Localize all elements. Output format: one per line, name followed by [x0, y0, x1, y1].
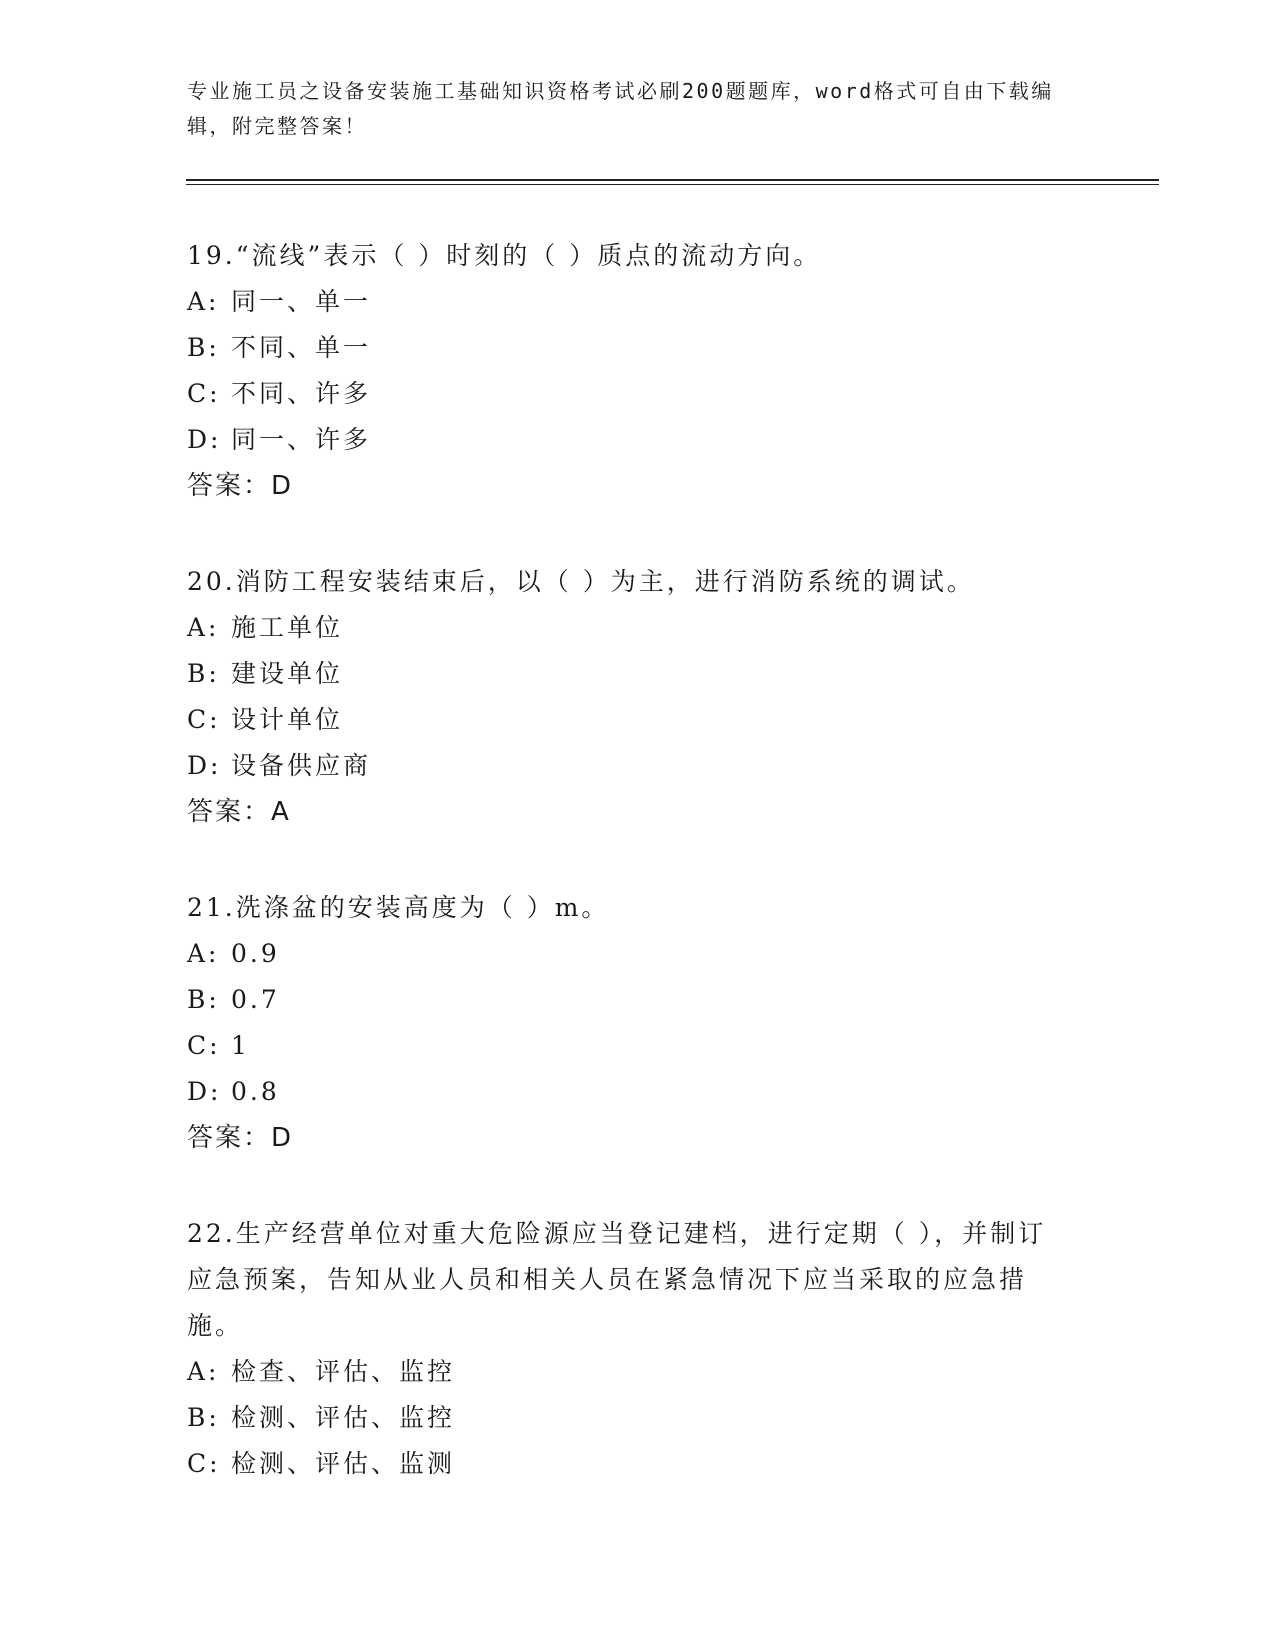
- option-letter: C:: [187, 379, 221, 408]
- option-b: [187, 325, 1067, 371]
- header-divider-top: [186, 179, 1159, 181]
- question-stem: 19.“流线”表示（ ）时刻的（ ）质点的流动方向。: [187, 241, 822, 270]
- option-b: [187, 977, 1067, 1023]
- option-c: [187, 371, 1067, 417]
- option-c: [187, 1023, 1067, 1069]
- option-b: [187, 1395, 1067, 1441]
- option-letter: A:: [187, 287, 220, 316]
- option-text: 0.7: [231, 985, 280, 1014]
- document-header: [187, 74, 1087, 144]
- option-letter: A:: [187, 1357, 220, 1386]
- option-letter: B:: [187, 333, 220, 362]
- option-a: [187, 1349, 1067, 1395]
- option-d: [187, 1069, 1067, 1115]
- option-text: 施工单位: [231, 613, 344, 642]
- question-20: [187, 559, 1067, 835]
- option-text: 检测、评估、监控: [231, 1403, 456, 1432]
- question-answer: 答案：D: [187, 471, 294, 501]
- question-answer: 答案：D: [187, 1123, 294, 1153]
- option-letter: C:: [187, 1031, 221, 1060]
- option-text: 检查、评估、监控: [231, 1357, 456, 1386]
- question-21: [187, 885, 1067, 1161]
- option-d: [187, 743, 1067, 789]
- option-d: [187, 417, 1067, 463]
- option-text: 同一、许多: [231, 425, 372, 454]
- header-divider-bottom: [186, 184, 1159, 185]
- question-22: [187, 1211, 1067, 1487]
- option-letter: D:: [187, 1077, 222, 1106]
- option-text: 设备供应商: [231, 751, 372, 780]
- option-letter: B:: [187, 659, 220, 688]
- option-text: 0.9: [231, 939, 280, 968]
- option-text: 检测、评估、监测: [231, 1449, 456, 1478]
- option-text: 同一、单一: [231, 287, 372, 316]
- option-text: 设计单位: [231, 705, 344, 734]
- question-list: [187, 233, 1067, 1537]
- question-19: [187, 233, 1067, 509]
- option-c: [187, 1441, 1067, 1487]
- option-letter: D:: [187, 751, 222, 780]
- option-text: 不同、许多: [231, 379, 372, 408]
- option-letter: C:: [187, 705, 221, 734]
- question-stem: 21.洗涤盆的安装高度为（ ）m。: [187, 893, 610, 922]
- option-a: [187, 605, 1067, 651]
- option-a: [187, 931, 1067, 977]
- option-text: 1: [231, 1031, 250, 1060]
- option-letter: A:: [187, 939, 220, 968]
- option-text: 0.8: [231, 1077, 280, 1106]
- option-letter: A:: [187, 613, 220, 642]
- option-letter: C:: [187, 1449, 221, 1478]
- option-a: [187, 279, 1067, 325]
- question-stem: 22.生产经营单位对重大危险源应当登记建档，进行定期（ ），并制订应急预案，告知从业人员和相关人员在紧急情况下应当采取的应急措施。: [187, 1219, 1047, 1340]
- option-text: 不同、单一: [231, 333, 372, 362]
- option-c: [187, 697, 1067, 743]
- question-answer: 答案：A: [187, 797, 291, 827]
- document-title: 专业施工员之设备安装施工基础知识资格考试必刷200题题库，word格式可自由下载编辑，附完整答案！: [187, 79, 1054, 138]
- option-letter: B:: [187, 985, 220, 1014]
- option-letter: D:: [187, 425, 222, 454]
- option-b: [187, 651, 1067, 697]
- question-stem: 20.消防工程安装结束后，以（ ）为主，进行消防系统的调试。: [187, 567, 975, 596]
- option-text: 建设单位: [231, 659, 344, 688]
- option-letter: B:: [187, 1403, 220, 1432]
